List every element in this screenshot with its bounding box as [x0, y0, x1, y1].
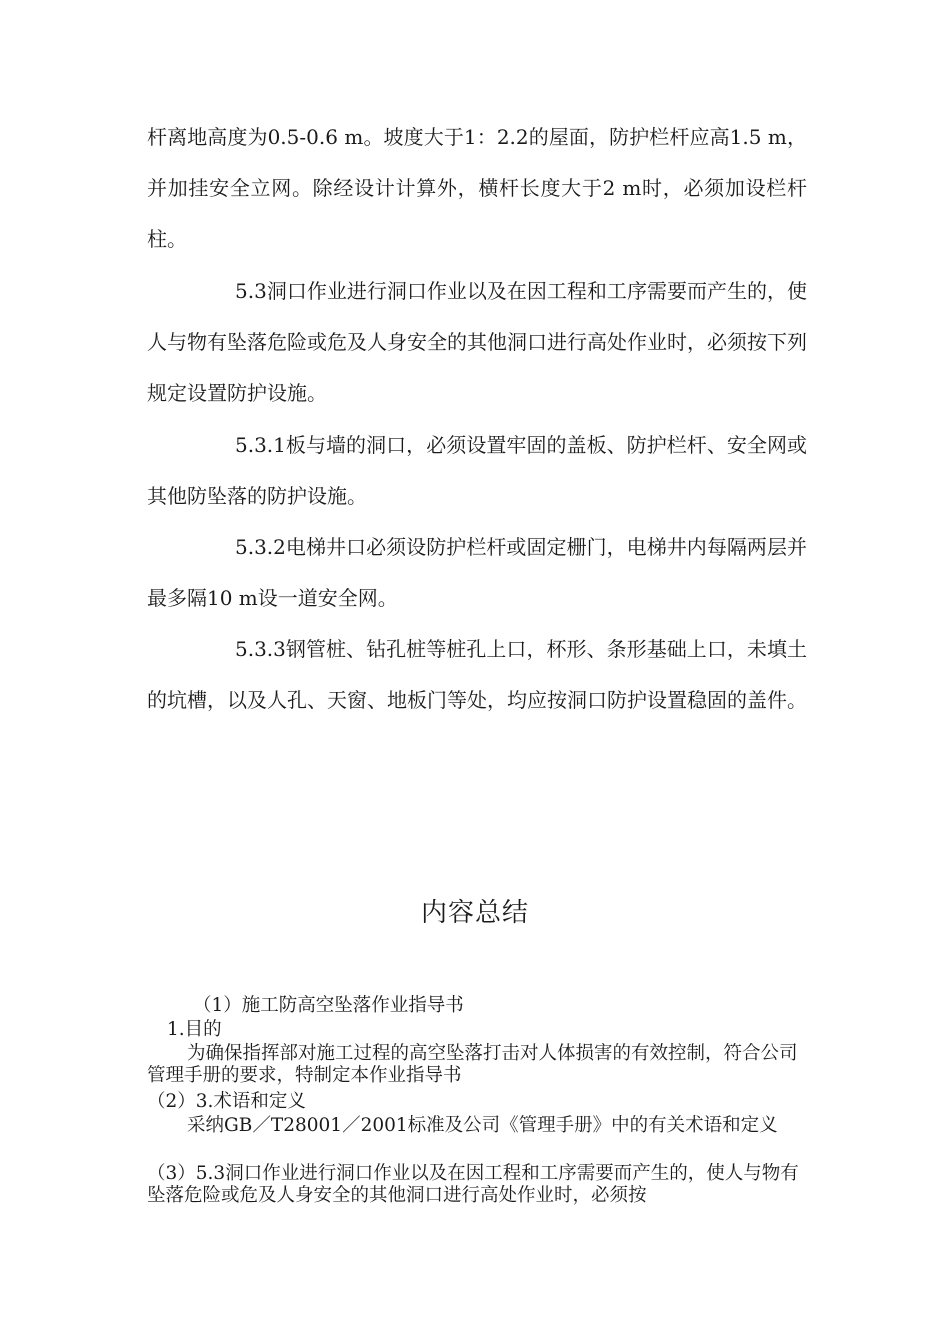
- summary-line-2: 1.目的: [167, 1019, 222, 1040]
- summary-line-4: （2）3.术语和定义: [147, 1091, 306, 1112]
- summary-line-1: （1）施工防高空坠落作业指导书: [193, 995, 464, 1016]
- paragraph-5-3-3: 5.3.3钢管桩、钻孔桩等桩孔上口，杯形、条形基础上口，未填土的坑槽，以及人孔、天窗、地板门等处，均应按洞口防护设置稳固的盖件。: [147, 637, 807, 712]
- summary-line-5: 采纳GB／T28001／2001标准及公司《管理手册》中的有关术语和定义: [187, 1115, 778, 1136]
- paragraph-5-3-2: 5.3.2电梯井口必须设防护栏杆或固定栅门，电梯井内每隔两层并最多隔10 m设一道安全网。: [147, 535, 807, 610]
- paragraph-5-3: 5.3洞口作业进行洞口作业以及在因工程和工序需要而产生的，使人与物有坠落危险或危及人身安全的其他洞口进行高处作业时，必须按下列规定设置防护设施。: [147, 279, 807, 405]
- summary-line-3: 为确保指挥部对施工过程的高空坠落打击对人体损害的有效控制，符合公司管理手册的要求，特制定本作业指导书: [147, 1043, 798, 1086]
- paragraph-5-3-1: 5.3.1板与墙的洞口，必须设置牢固的盖板、防护栏杆、安全网或其他防坠落的防护设施。: [147, 433, 807, 508]
- summary-line-6: （3）5.3洞口作业进行洞口作业以及在因工程和工序需要而产生的，使人与物有坠落危险或危及人身安全的其他洞口进行高处作业时，必须按: [147, 1163, 799, 1206]
- paragraph-railing-height: 杆离地高度为0.5-0.6 m。坡度大于1：2.2的屋面，防护栏杆应高1.5 m，并加挂安全立网。除经设计计算外，横杆长度大于2 m时，必须加设栏杆柱。: [147, 125, 807, 251]
- summary-title: 内容总结: [420, 898, 529, 928]
